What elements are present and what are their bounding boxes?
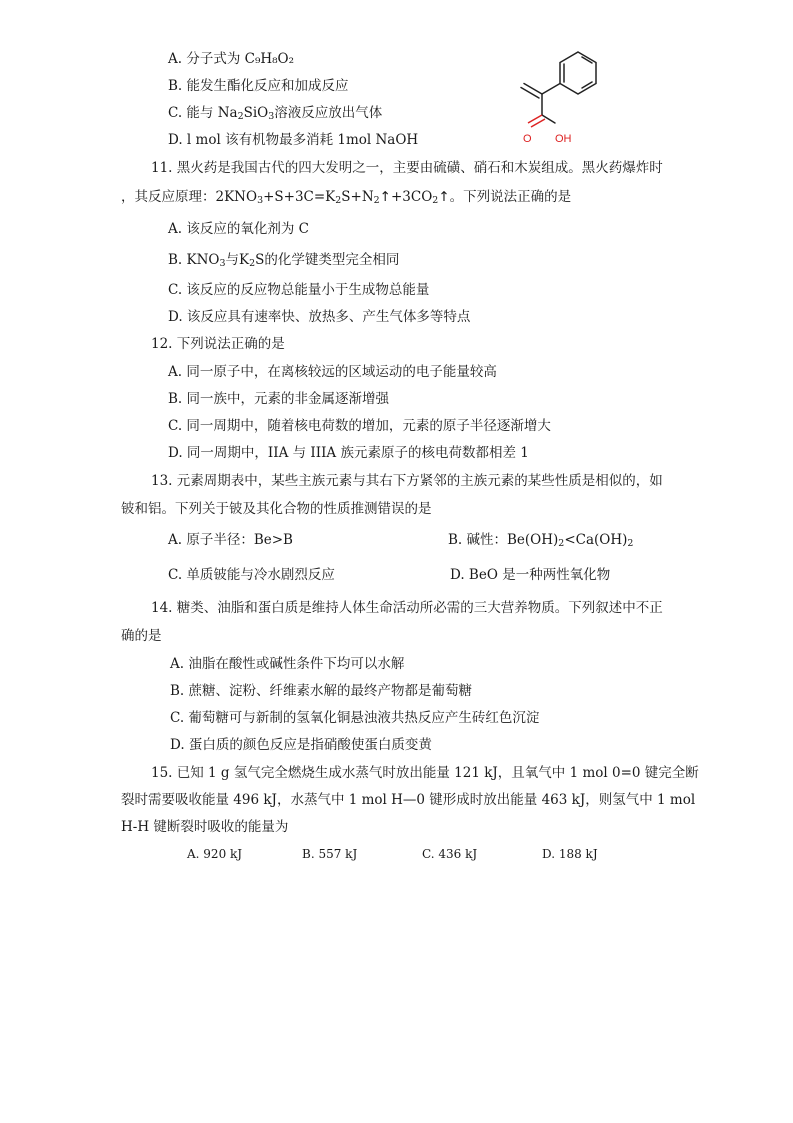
q15-option-b: B. 557 kJ [302,847,358,861]
q13-option-a: A. 原子半径：Be>B [168,532,293,548]
carbonyl-oxygen-label: O [523,133,532,145]
q11-option-d: D. 该反应具有速率快、放热多、产生气体多等特点 [168,309,471,325]
q14-stem-line1: 14. 糖类、油脂和蛋白质是维持人体生命活动所必需的三大营养物质。下列叙述中不正 [151,600,663,616]
q15-stem-line1: 15. 已知 1 g 氢气完全燃烧生成水蒸气时放出能量 121 kJ，且氧气中 1 mol 0=0 键完全断 [151,765,699,781]
gas-arrow-icon: ↑ [438,189,450,205]
ring-bond [542,84,560,95]
q12-option-b: B. 同一族中，元素的非金属逐渐增强 [168,391,390,407]
q12-option-c: C. 同一周期中，随着核电荷数的增加，元素的原子半径逐渐增大 [168,418,551,434]
q13-stem-line1: 13. 元素周期表中，某些主族元素与其右下方紧邻的主族元素的某些性质是相似的，如 [151,473,663,489]
q11-option-b: B. $KNO_3$与$K_2S$的化学键类型完全相同 [168,252,400,269]
q10-option-b: B. 能发生酯化反应和加成反应 [168,78,349,94]
gas-arrow-icon: ↑ [379,189,391,205]
q15-option-d: D. 188 kJ [542,847,598,861]
molecule-structure-icon [500,46,604,154]
q11-stem-line2: ，其反应原理：$2KNO_3+S+3C=K_2S+N_2↑+3CO_2↑$。下列说法正确的是 [121,189,572,206]
q14-option-a: A. 油脂在酸性或碱性条件下均可以水解 [170,656,405,672]
q14-option-b: B. 蔗糖、淀粉、纤维素水解的最终产物都是葡萄糖 [170,683,473,699]
q13-option-b: B. 碱性：$Be(OH)_2<Ca(OH)_2$ [448,532,634,549]
q12-option-a: A. 同一原子中，在离核较远的区域运动的电子能量较高 [168,364,497,380]
q15-option-c: C. 436 kJ [422,847,478,861]
q10-option-d: D. l mol 该有机物最多消耗 1mol NaOH [168,132,419,148]
q11-stem-line1: 11. 黑火药是我国古代的四大发明之一，主要由硫磺、硝石和木炭组成。黑火药爆炸时 [151,160,663,176]
q10-option-c: C. 能与 $Na_2SiO_3$溶液反应放出气体 [168,105,383,122]
q14-option-c: C. 葡萄糖可与新制的氢氧化铜悬浊液共热反应产生砖红色沉淀 [170,710,540,726]
q11-option-c: C. 该反应的反应物总能量小于生成物总能量 [168,282,430,298]
benzene-ring [560,52,596,94]
q15-option-a: A. 920 kJ [187,847,243,861]
q15-stem-line2: 裂时需要吸收能量 496 kJ，水蒸气中 1 mol H—0 键形成时放出能量 463 kJ，则氢气中 1 mol [121,792,696,808]
q12-stem: 12. 下列说法正确的是 [151,336,285,352]
q13-option-d: D. BeO 是一种两性氧化物 [450,567,611,583]
q13-option-c: C. 单质铍能与冷水剧烈反应 [168,567,335,583]
q14-stem-line2: 确的是 [121,628,162,644]
q13-stem-line2: 铍和铝。下列关于铍及其化合物的性质推测错误的是 [121,501,432,517]
q15-stem-line3: H-H 键断裂时吸收的能量为 [121,819,289,835]
hydroxyl-label: OH [555,133,572,145]
q11-option-a: A. 该反应的氧化剂为 C [168,221,309,237]
q10-option-a: A. 分子式为 C₉H₈O₂ [168,51,295,67]
q12-option-d: D. 同一周期中，IIA 与 IIIA 族元素原子的核电荷数都相差 1 [168,445,529,461]
q14-option-d: D. 蛋白质的颜色反应是指硝酸使蛋白质变黄 [170,737,432,753]
